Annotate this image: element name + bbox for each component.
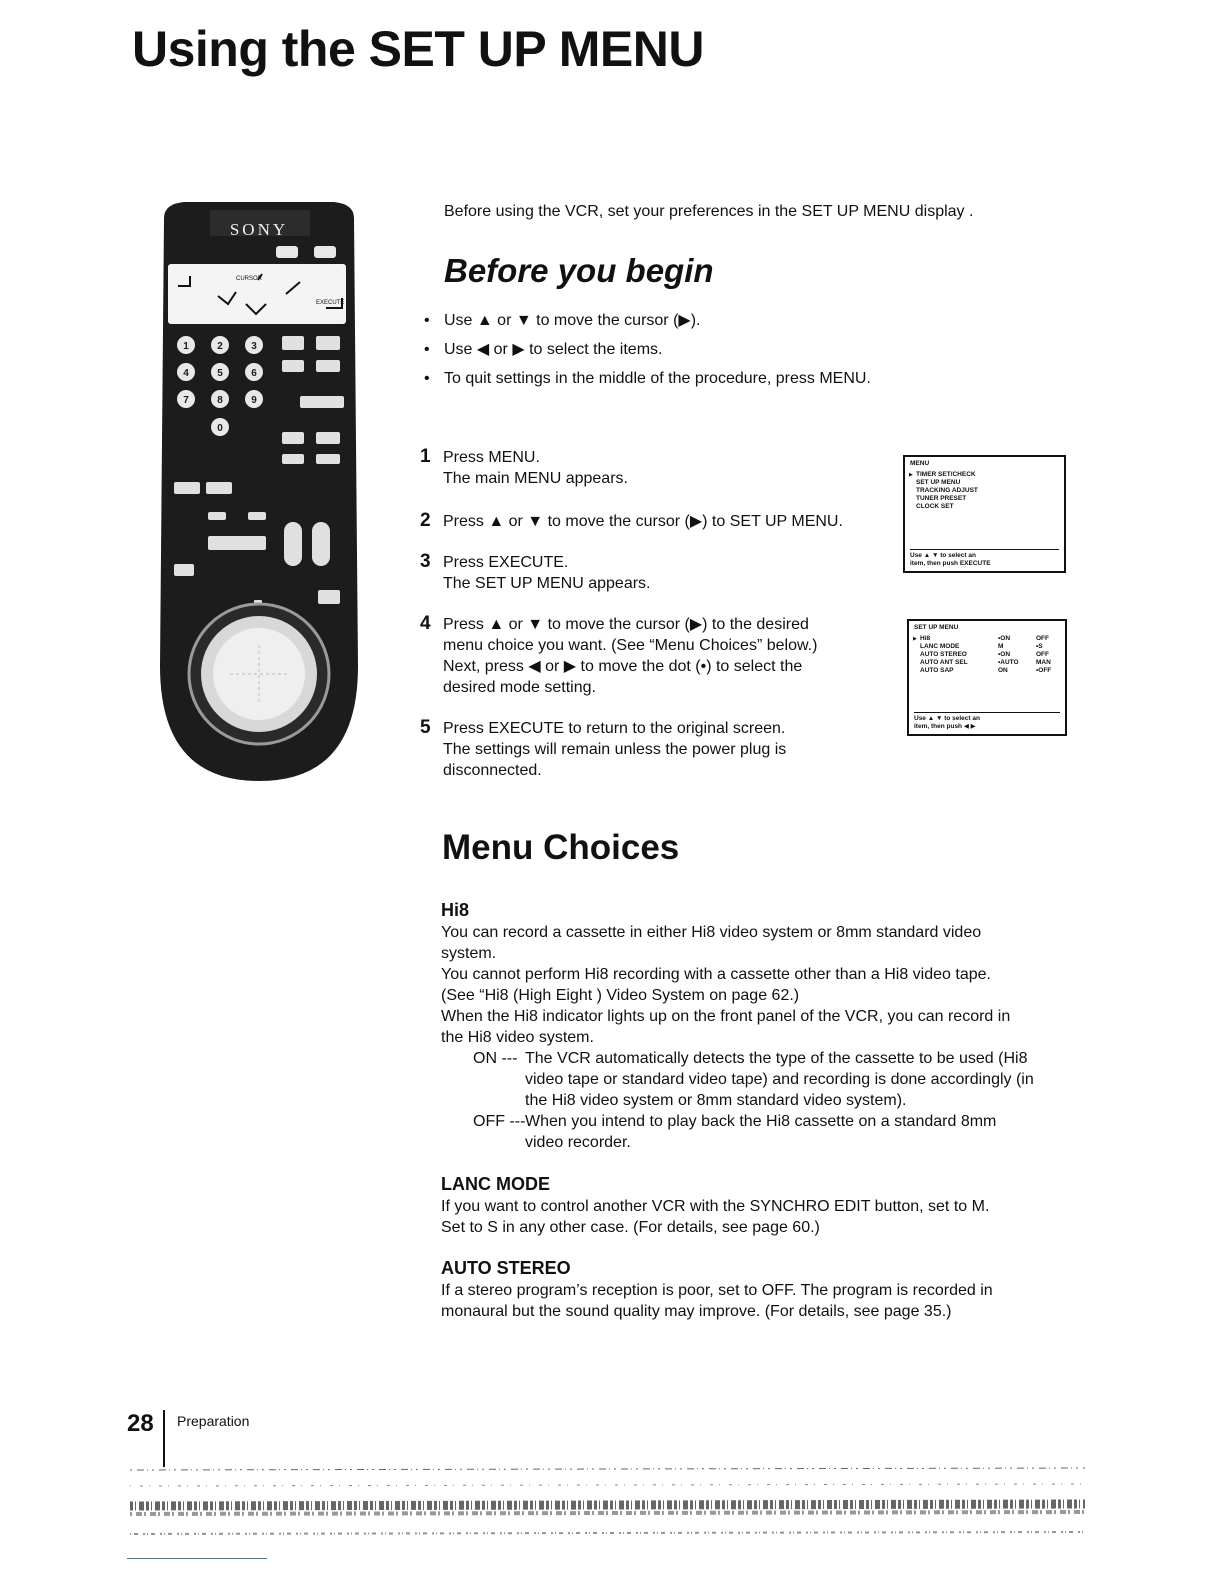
osd-setup-menu-screen — [907, 619, 1067, 736]
before-you-begin-list — [424, 306, 871, 393]
osd-cursor-icon: ▶ — [913, 636, 917, 642]
number-key-1: 1 — [183, 341, 189, 352]
osd-setting-value: •AUTO — [998, 659, 1019, 666]
osd-hint-line: Use ▲ ▼ to select an — [910, 552, 976, 559]
number-key-7: 7 — [183, 395, 189, 406]
step-line: Next, press ◀ or ▶ to move the dot (•) to select the — [443, 658, 803, 675]
step-line: Press EXECUTE. — [443, 554, 569, 571]
step-line: disconnected. — [443, 762, 542, 779]
scan-artifact-drawing — [125, 1462, 1090, 1542]
section-auto-stereo — [441, 1257, 1101, 1322]
paragraph-line: system. — [441, 945, 497, 962]
remote-brand-logo: SONY — [229, 220, 289, 239]
osd-title: MENU — [910, 460, 930, 467]
step-line: Press MENU. — [443, 449, 540, 466]
osd-menu-item: TUNER PRESET — [916, 495, 967, 502]
osd-hint — [914, 712, 1060, 731]
step-line: The SET UP MENU appears. — [443, 575, 651, 592]
paragraph-line: the Hi8 video system or 8mm standard video system). — [525, 1092, 907, 1109]
osd-setting-name: AUTO STEREO — [920, 651, 967, 658]
step-line: Press EXECUTE to return to the original screen. — [443, 720, 786, 737]
osd-hint-line: item, then push ◀ ▶ — [914, 723, 976, 730]
list-item: • Use ◀ or ▶ to select the items. — [424, 335, 871, 364]
osd-setting-value: •S — [1036, 643, 1043, 650]
list-item: • Use ▲ or ▼ to move the cursor (▶). — [424, 306, 871, 335]
step-3 — [420, 552, 890, 594]
step-number: 2 — [420, 510, 431, 531]
paragraph-line: video tape or standard video tape) and recording is done accordingly (in — [525, 1071, 1034, 1088]
paragraph-line: When the Hi8 indicator lights up on the front panel of the VCR, you can record in — [441, 1008, 1011, 1025]
osd-setting-value: OFF — [1036, 635, 1049, 642]
osd-menu-item: CLOCK SET — [916, 503, 954, 510]
number-key-2: 2 — [217, 341, 223, 352]
page-number: 28 — [127, 1410, 154, 1437]
osd-setting-name: Hi8 — [920, 635, 931, 642]
number-key-3: 3 — [251, 341, 257, 352]
intro-text: Before using the VCR, set your preferences in the SET UP MENU display . — [444, 203, 974, 220]
osd-setting-value: MAN — [1036, 659, 1051, 666]
osd-setting-name: AUTO SAP — [920, 667, 954, 674]
step-line: The main MENU appears. — [443, 470, 628, 487]
step-line: Press ▲ or ▼ to move the cursor (▶) to SET UP MENU. — [443, 513, 843, 530]
remote-control-illustration — [150, 196, 368, 781]
step-number: 5 — [420, 717, 431, 738]
paragraph-line: (See “Hi8 (High Eight ) Video System on page 62.) — [441, 987, 800, 1004]
option-off — [441, 1111, 1101, 1153]
remote-cursor-label: CURSOR — [236, 276, 263, 282]
osd-setting-row — [914, 651, 1060, 659]
scan-edge-line — [127, 1558, 267, 1559]
list-item: • To quit settings in the middle of the procedure, press MENU. — [424, 364, 871, 393]
paragraph-line: The VCR automatically detects the type of the cassette to be used (Hi8 — [525, 1050, 1028, 1067]
osd-title: SET UP MENU — [914, 624, 959, 631]
paragraph-line: the Hi8 video system. — [441, 1029, 594, 1046]
number-key-8: 8 — [217, 395, 223, 406]
osd-setting-row — [914, 635, 1060, 643]
option-key: OFF --- — [473, 1113, 526, 1130]
step-line: Press ▲ or ▼ to move the cursor (▶) to the desired — [443, 616, 809, 633]
osd-setting-name: LANC MODE — [920, 643, 960, 650]
osd-setting-row — [914, 667, 1060, 675]
footer-section-label: Preparation — [177, 1413, 250, 1429]
option-on — [441, 1048, 1101, 1111]
page-title: Using the SET UP MENU — [132, 21, 704, 77]
paragraph-line: If a stereo program’s reception is poor, set to OFF. The program is recorded in — [441, 1282, 993, 1299]
osd-main-menu-screen — [903, 455, 1066, 573]
osd-setting-value: •OFF — [1036, 667, 1052, 674]
paragraph-line: When you intend to play back the Hi8 cassette on a standard 8mm — [525, 1113, 997, 1130]
osd-setting-value: M — [998, 643, 1004, 650]
osd-setting-value: OFF — [1036, 651, 1049, 658]
step-line: menu choice you want. (See “Menu Choices” below.) — [443, 637, 818, 654]
before-you-begin-heading: Before you begin — [444, 252, 714, 289]
osd-menu-item: ▶ TIMER SET/CHECK — [910, 471, 1059, 479]
paragraph-line: Set to S in any other case. (For details, see page 60.) — [441, 1219, 820, 1236]
section-title: AUTO STEREO — [441, 1258, 571, 1278]
step-2 — [420, 511, 890, 532]
osd-hint-line: Use ▲ ▼ to select an — [914, 715, 980, 722]
osd-setting-value: ON — [998, 667, 1008, 674]
remote-control-drawing — [150, 196, 368, 781]
step-number: 3 — [420, 551, 431, 572]
step-number: 1 — [420, 446, 431, 467]
paragraph-line: monaural but the sound quality may improve. (For details, see page 35.) — [441, 1303, 952, 1320]
step-line: The settings will remain unless the power plug is — [443, 741, 787, 758]
footer-divider — [163, 1410, 165, 1467]
section-title: LANC MODE — [441, 1174, 550, 1194]
number-key-6: 6 — [251, 368, 257, 379]
section-lanc-mode — [441, 1173, 1101, 1238]
number-key-5: 5 — [217, 368, 223, 379]
osd-setting-value: •ON — [998, 635, 1011, 642]
paragraph-line: You cannot perform Hi8 recording with a cassette other than a Hi8 video tape. — [441, 966, 991, 983]
step-line: desired mode setting. — [443, 679, 596, 696]
paragraph-line: You can record a cassette in either Hi8 video system or 8mm standard video — [441, 924, 982, 941]
section-title: Hi8 — [441, 900, 470, 920]
section-hi8 — [441, 899, 1101, 1153]
step-4 — [420, 614, 890, 698]
option-key: ON --- — [473, 1050, 518, 1067]
scan-artifact-band — [125, 1462, 1090, 1542]
osd-hint-line: item, then push EXECUTE — [910, 560, 991, 567]
paragraph-line: If you want to control another VCR with the SYNCHRO EDIT button, set to M. — [441, 1198, 990, 1215]
number-key-9: 9 — [251, 395, 257, 406]
step-number: 4 — [420, 613, 431, 634]
remote-execute-label: EXECUTE — [316, 300, 345, 306]
osd-menu-item: SET UP MENU — [916, 479, 961, 486]
number-key-0: 0 — [217, 423, 223, 434]
osd-setting-value: •ON — [998, 651, 1011, 658]
osd-setting-row — [914, 643, 1060, 651]
step-5 — [420, 718, 890, 781]
paragraph-line: video recorder. — [525, 1134, 631, 1151]
step-1 — [420, 447, 890, 489]
osd-hint — [910, 549, 1059, 568]
menu-choices-heading: Menu Choices — [442, 828, 680, 867]
osd-menu-item: TRACKING ADJUST — [916, 487, 978, 494]
osd-setting-row — [914, 659, 1060, 667]
osd-setting-name: AUTO ANT SEL — [920, 659, 968, 666]
number-key-4: 4 — [183, 368, 189, 379]
